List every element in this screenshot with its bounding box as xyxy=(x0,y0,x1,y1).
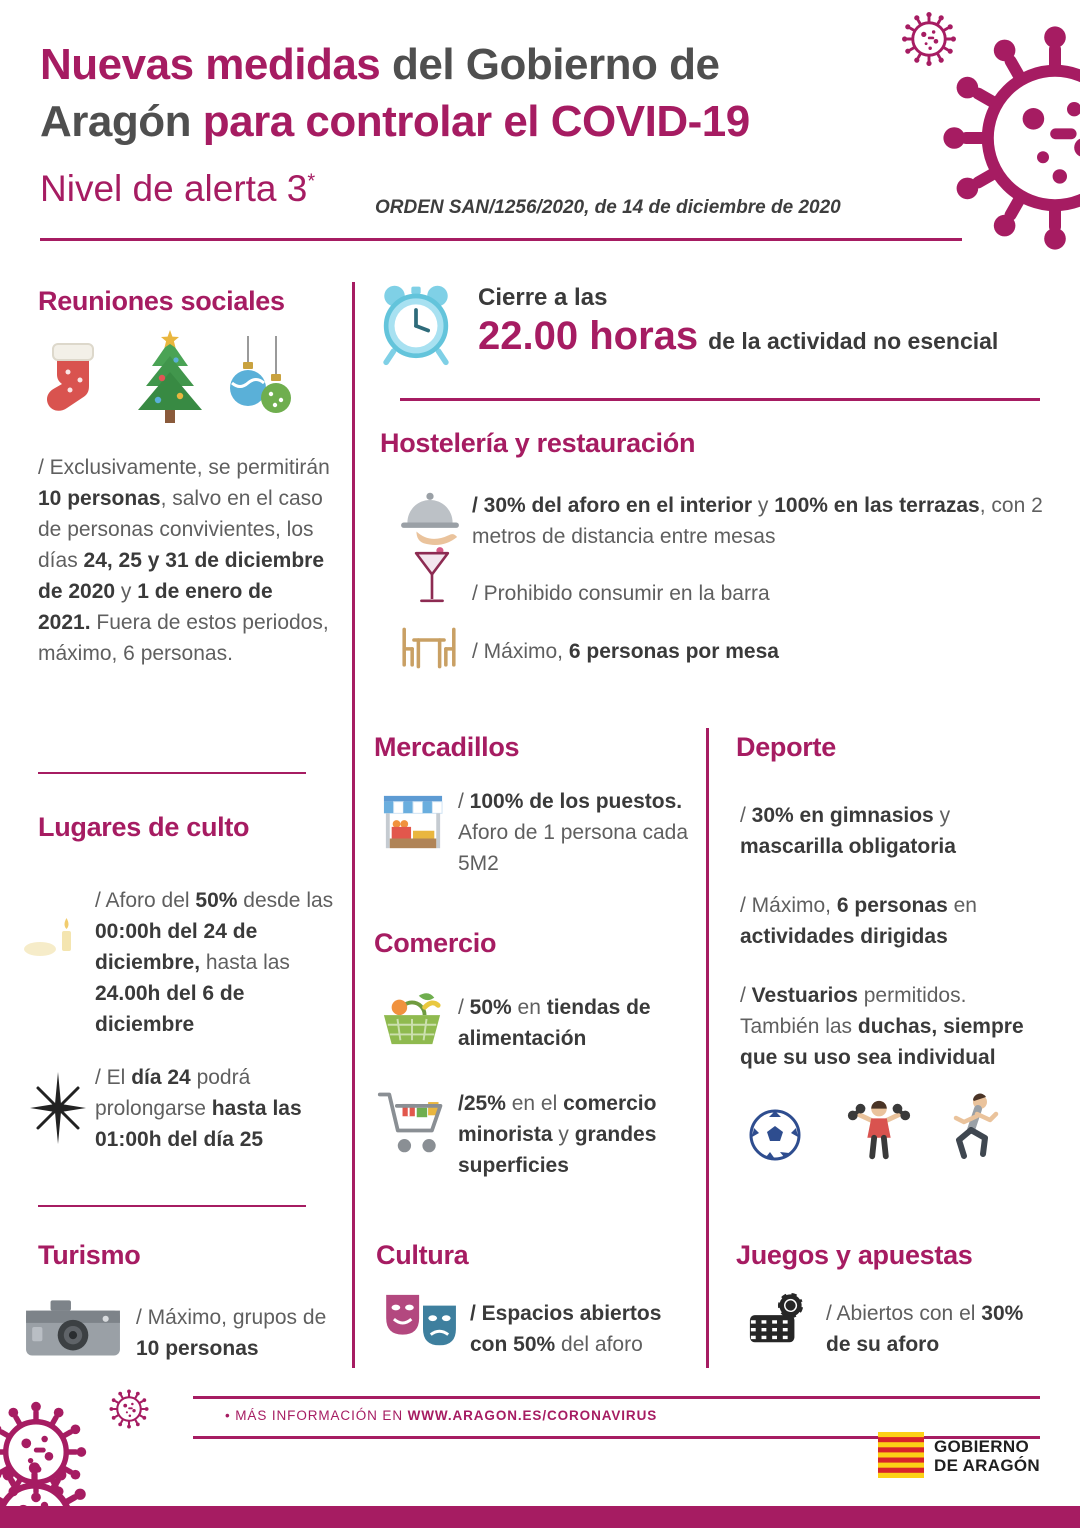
juegos-item-1: / Abiertos con el 30% de su aforo xyxy=(826,1302,1024,1356)
mercadillos-item-1: / 100% de los puestos. Aforo de 1 persona cada 5M2 xyxy=(458,790,688,875)
footer-bar xyxy=(0,1506,1080,1528)
runner-icon xyxy=(944,1092,1002,1164)
closure-time: 22.00 horas xyxy=(478,314,699,358)
section-divider xyxy=(38,1205,306,1207)
star-sparkle-icon xyxy=(22,1072,94,1144)
footer-info-prefix: • MÁS INFORMACIÓN EN xyxy=(225,1408,408,1423)
candles-icon xyxy=(22,915,86,959)
hosteleria-item-3: / Máximo, 6 personas por mesa xyxy=(472,640,779,663)
government-logo-text xyxy=(934,1437,1040,1475)
logo-line1: GOBIERNO xyxy=(934,1437,1029,1456)
deporte-item-3: / Vestuarios permitidos. También las duchas, siempre que su uso sea individual xyxy=(740,984,1024,1069)
table-chairs-icon xyxy=(398,625,460,671)
section-title-hosteleria: Hostelería y restauración xyxy=(380,428,696,458)
poker-chips-icon xyxy=(746,1290,808,1350)
shopping-cart-icon xyxy=(376,1082,448,1160)
footer-divider-top xyxy=(193,1396,1040,1399)
soccer-ball-icon xyxy=(748,1108,802,1162)
deporte-item-2: / Máximo, 6 personas en actividades dirigidas xyxy=(740,894,977,948)
weightlifter-icon xyxy=(846,1096,912,1166)
aragon-flag-logo xyxy=(878,1432,924,1478)
alert-level: Nivel de alerta 3* xyxy=(40,168,316,209)
section-title-comercio: Comercio xyxy=(374,928,497,958)
section-title-reuniones: Reuniones sociales xyxy=(38,286,285,316)
page-title-line1: Nuevas medidas del Gobierno de xyxy=(40,40,720,89)
section-title-deporte: Deporte xyxy=(736,732,836,762)
christmas-tree-icon xyxy=(132,330,208,432)
section-divider xyxy=(38,772,306,774)
section-title-juegos: Juegos y apuestas xyxy=(736,1240,973,1270)
footer-info-url-link[interactable]: WWW.ARAGON.ES/CORONAVIRUS xyxy=(407,1408,658,1423)
comercio-item-1: / 50% en tiendas de alimentación xyxy=(458,996,651,1050)
virus-icon xyxy=(935,18,1080,258)
closure-banner xyxy=(478,284,1043,359)
section-title-culto: Lugares de culto xyxy=(38,812,250,842)
theater-masks-icon xyxy=(382,1292,464,1354)
christmas-baubles-icon xyxy=(226,336,294,426)
hosteleria-item-1: / 30% del aforo en el interior y 100% en las terrazas, con 2 metros de distancia entre mesas xyxy=(472,494,1043,548)
reuniones-text: / Exclusivamente, se permitirán 10 personas, salvo en el caso de personas convivientes, los días 24, 25 y 31 de diciembre de 2020 y 1 de enero de 2021. Fuera de estos periodos, máximo, 6 personas. xyxy=(38,456,330,665)
market-stall-icon xyxy=(382,792,444,854)
christmas-stocking-icon xyxy=(42,340,104,424)
cultura-item-1: / Espacios abiertos con 50% del aforo xyxy=(470,1302,662,1356)
section-title-mercadillos: Mercadillos xyxy=(374,732,520,762)
camera-icon xyxy=(24,1296,122,1362)
section-divider xyxy=(400,398,1040,401)
closure-line1: Cierre a las xyxy=(478,284,608,311)
section-title-turismo: Turismo xyxy=(38,1240,141,1270)
header xyxy=(40,36,920,150)
header-divider xyxy=(40,238,962,241)
alarm-clock-icon xyxy=(374,280,458,368)
page-title-line2: Aragón para controlar el COVID-19 xyxy=(40,97,750,146)
deporte-item-1: / 30% en gimnasios y mascarilla obligatoria xyxy=(740,804,956,858)
comercio-item-2: /25% en el comercio minorista y grandes superficies xyxy=(458,1092,657,1177)
column-divider xyxy=(352,282,355,1368)
cocktail-glass-icon xyxy=(410,546,454,608)
turismo-item-1: / Máximo, grupos de 10 personas xyxy=(136,1306,327,1360)
column-divider xyxy=(706,728,709,1368)
footer-info xyxy=(225,1408,657,1423)
food-cloche-icon xyxy=(398,490,462,546)
culto-item-1: / Aforo del 50% desde las 00:00h del 24 de diciembre, hasta las 24.00h del 6 de diciembre xyxy=(95,889,334,1036)
virus-icon xyxy=(108,1388,150,1430)
closure-line2: de la actividad no esencial xyxy=(708,328,999,354)
logo-line2: DE ARAGÓN xyxy=(934,1456,1040,1475)
section-title-cultura: Cultura xyxy=(376,1240,469,1270)
culto-item-2: / El día 24 podrá prolongarse hasta las 01:00h del día 25 xyxy=(95,1066,302,1151)
food-basket-icon xyxy=(378,986,446,1048)
hosteleria-item-2: / Prohibido consumir en la barra xyxy=(472,582,770,605)
alert-asterisk: * xyxy=(307,170,316,193)
order-reference: ORDEN SAN/1256/2020, de 14 de diciembre de 2020 xyxy=(375,197,841,218)
